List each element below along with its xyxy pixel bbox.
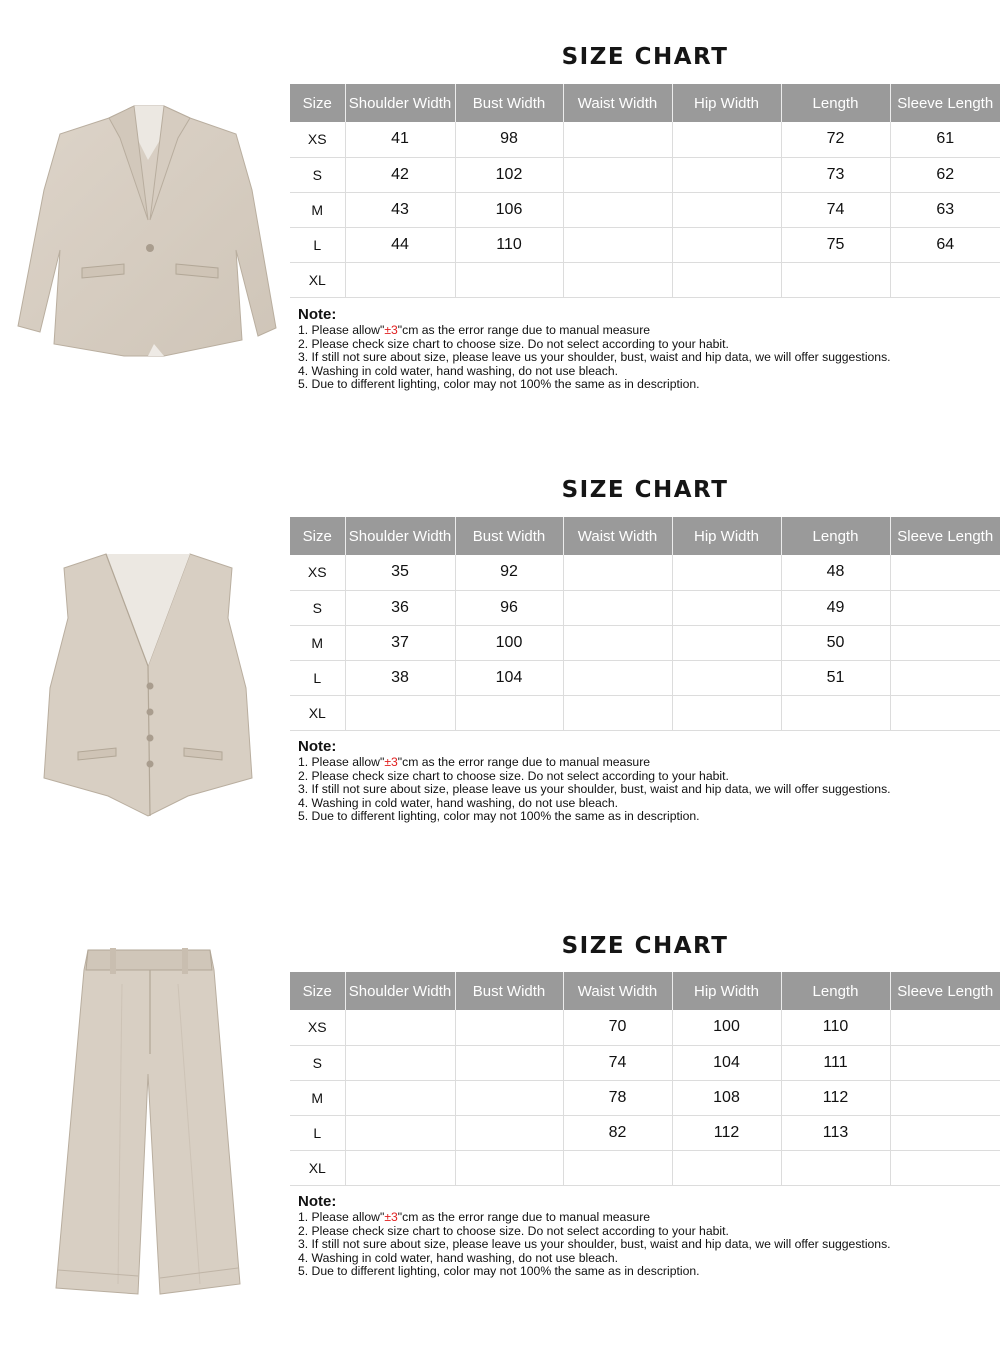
size-chart-title: SIZE CHART xyxy=(561,44,729,70)
note-text: "cm as the error range due to manual measure xyxy=(397,323,651,337)
cell-waist: 74 xyxy=(563,1045,672,1080)
cell-shoulder xyxy=(345,1080,455,1115)
cell-sleeve xyxy=(890,1115,1000,1150)
cell-hip xyxy=(672,157,781,192)
cell-hip: 100 xyxy=(672,1010,781,1045)
cell-hip xyxy=(672,590,781,625)
cell-hip: 104 xyxy=(672,1045,781,1080)
cell-bust xyxy=(455,695,563,730)
header-shoulder-width: Shoulder Width xyxy=(345,972,455,1010)
cell-bust: 104 xyxy=(455,660,563,695)
header-length: Length xyxy=(781,972,890,1010)
blazer-image xyxy=(14,100,284,362)
table-row xyxy=(290,192,1000,227)
cell-shoulder: 37 xyxy=(345,625,455,660)
cell-size: L xyxy=(290,660,345,695)
cell-hip xyxy=(672,122,781,157)
cell-bust: 100 xyxy=(455,625,563,660)
note-line: 5. Due to different lighting, color may not 100% the same as in description. xyxy=(298,1264,700,1279)
note-line: 3. If still not sure about size, please leave us your shoulder, bust, waist and hip data, we will offer suggestions. xyxy=(298,350,891,365)
cell-length xyxy=(781,262,890,297)
cell-size: M xyxy=(290,625,345,660)
note-title: Note: xyxy=(298,306,337,323)
cell-size: XS xyxy=(290,122,345,157)
cell-length: 49 xyxy=(781,590,890,625)
size-chart-title: SIZE CHART xyxy=(561,477,729,503)
cell-bust: 98 xyxy=(455,122,563,157)
cell-length: 111 xyxy=(781,1045,890,1080)
table-row xyxy=(290,227,1000,262)
cell-size: XS xyxy=(290,555,345,590)
note-line: 3. If still not sure about size, please leave us your shoulder, bust, waist and hip data, we will offer suggestions. xyxy=(298,782,891,797)
cell-bust xyxy=(455,1010,563,1045)
cell-hip xyxy=(672,262,781,297)
cell-hip xyxy=(672,660,781,695)
header-length: Length xyxy=(781,84,890,122)
vest-image xyxy=(38,548,258,818)
cell-bust xyxy=(455,262,563,297)
table-header-row xyxy=(290,517,1000,555)
notes-block xyxy=(298,1193,998,1279)
cell-bust: 96 xyxy=(455,590,563,625)
note-text: "cm as the error range due to manual measure xyxy=(397,1210,651,1224)
cell-shoulder xyxy=(345,1150,455,1185)
cell-shoulder: 42 xyxy=(345,157,455,192)
table-row xyxy=(290,660,1000,695)
note-text: 1. Please allow" xyxy=(298,323,385,337)
cell-shoulder: 44 xyxy=(345,227,455,262)
note-line: 4. Washing in cold water, hand washing, do not use bleach. xyxy=(298,1250,619,1265)
size-table xyxy=(290,517,1000,731)
table-row xyxy=(290,625,1000,660)
cell-waist xyxy=(563,262,672,297)
header-sleeve-length: Sleeve Length xyxy=(890,972,1000,1010)
note-highlight: ±3 xyxy=(384,755,398,769)
note-line: 2. Please check size chart to choose size. Do not select according to your habit. xyxy=(298,336,729,351)
cell-bust: 106 xyxy=(455,192,563,227)
cell-waist xyxy=(563,555,672,590)
size-table xyxy=(290,84,1000,298)
table-row xyxy=(290,1045,1000,1080)
cell-waist xyxy=(563,625,672,660)
note-line: 4. Washing in cold water, hand washing, do not use bleach. xyxy=(298,363,619,378)
note-line xyxy=(298,756,998,770)
table-row xyxy=(290,122,1000,157)
cell-length: 110 xyxy=(781,1010,890,1045)
cell-bust xyxy=(455,1150,563,1185)
table-header-row xyxy=(290,972,1000,1010)
cell-waist xyxy=(563,122,672,157)
table-row xyxy=(290,1115,1000,1150)
cell-bust: 102 xyxy=(455,157,563,192)
cell-bust xyxy=(455,1080,563,1115)
cell-length: 75 xyxy=(781,227,890,262)
table-row xyxy=(290,695,1000,730)
header-hip-width: Hip Width xyxy=(672,517,781,555)
header-shoulder-width: Shoulder Width xyxy=(345,84,455,122)
note-text: "cm as the error range due to manual measure xyxy=(397,755,651,769)
note-title: Note: xyxy=(298,738,337,755)
vest-size-section xyxy=(0,432,1000,862)
cell-length: 72 xyxy=(781,122,890,157)
cell-waist xyxy=(563,1150,672,1185)
cell-hip xyxy=(672,192,781,227)
size-chart-title: SIZE CHART xyxy=(561,933,729,959)
header-waist-width: Waist Width xyxy=(563,84,672,122)
cell-waist: 82 xyxy=(563,1115,672,1150)
header-waist-width: Waist Width xyxy=(563,517,672,555)
table-row xyxy=(290,157,1000,192)
cell-length: 73 xyxy=(781,157,890,192)
notes-block xyxy=(298,738,998,824)
note-line: 2. Please check size chart to choose size. Do not select according to your habit. xyxy=(298,768,729,783)
cell-waist xyxy=(563,157,672,192)
header-size: Size xyxy=(290,517,345,555)
cell-length: 51 xyxy=(781,660,890,695)
cell-sleeve: 62 xyxy=(890,157,1000,192)
cell-sleeve xyxy=(890,1150,1000,1185)
cell-shoulder xyxy=(345,1045,455,1080)
cell-waist xyxy=(563,227,672,262)
note-highlight: ±3 xyxy=(384,1210,398,1224)
cell-hip: 108 xyxy=(672,1080,781,1115)
header-bust-width: Bust Width xyxy=(455,972,563,1010)
cell-size: XS xyxy=(290,1010,345,1045)
notes-block xyxy=(298,306,998,392)
cell-size: S xyxy=(290,590,345,625)
cell-length: 74 xyxy=(781,192,890,227)
table-row xyxy=(290,1010,1000,1045)
header-sleeve-length: Sleeve Length xyxy=(890,517,1000,555)
cell-size: L xyxy=(290,227,345,262)
cell-length xyxy=(781,1150,890,1185)
cell-size: S xyxy=(290,157,345,192)
cell-hip xyxy=(672,695,781,730)
trousers-size-section xyxy=(0,888,1000,1362)
note-line xyxy=(298,324,998,338)
cell-shoulder: 36 xyxy=(345,590,455,625)
cell-size: S xyxy=(290,1045,345,1080)
cell-size: L xyxy=(290,1115,345,1150)
cell-sleeve xyxy=(890,695,1000,730)
cell-sleeve: 63 xyxy=(890,192,1000,227)
note-text: 1. Please allow" xyxy=(298,1210,385,1224)
cell-sleeve xyxy=(890,262,1000,297)
cell-size: XL xyxy=(290,1150,345,1185)
cell-size: XL xyxy=(290,262,345,297)
cell-bust: 92 xyxy=(455,555,563,590)
note-line: 5. Due to different lighting, color may not 100% the same as in description. xyxy=(298,377,700,392)
note-line: 3. If still not sure about size, please leave us your shoulder, bust, waist and hip data, we will offer suggestions. xyxy=(298,1237,891,1252)
cell-length: 112 xyxy=(781,1080,890,1115)
cell-hip xyxy=(672,227,781,262)
cell-size: M xyxy=(290,192,345,227)
trousers-image xyxy=(50,944,246,1300)
cell-hip xyxy=(672,1150,781,1185)
header-hip-width: Hip Width xyxy=(672,972,781,1010)
note-line xyxy=(298,1211,998,1225)
cell-sleeve: 61 xyxy=(890,122,1000,157)
cell-shoulder: 43 xyxy=(345,192,455,227)
table-row xyxy=(290,590,1000,625)
cell-shoulder: 38 xyxy=(345,660,455,695)
cell-shoulder xyxy=(345,695,455,730)
cell-sleeve xyxy=(890,660,1000,695)
cell-waist xyxy=(563,695,672,730)
header-bust-width: Bust Width xyxy=(455,84,563,122)
cell-sleeve xyxy=(890,1045,1000,1080)
header-length: Length xyxy=(781,517,890,555)
cell-length: 113 xyxy=(781,1115,890,1150)
cell-bust xyxy=(455,1115,563,1150)
cell-hip xyxy=(672,625,781,660)
header-shoulder-width: Shoulder Width xyxy=(345,517,455,555)
cell-sleeve xyxy=(890,555,1000,590)
cell-sleeve: 64 xyxy=(890,227,1000,262)
note-highlight: ±3 xyxy=(384,323,398,337)
cell-shoulder: 35 xyxy=(345,555,455,590)
cell-shoulder xyxy=(345,1010,455,1045)
note-line: 2. Please check size chart to choose size. Do not select according to your habit. xyxy=(298,1223,729,1238)
size-table xyxy=(290,972,1000,1186)
header-size: Size xyxy=(290,84,345,122)
cell-sleeve xyxy=(890,1010,1000,1045)
table-row xyxy=(290,1150,1000,1185)
cell-bust: 110 xyxy=(455,227,563,262)
cell-waist: 70 xyxy=(563,1010,672,1045)
cell-bust xyxy=(455,1045,563,1080)
header-size: Size xyxy=(290,972,345,1010)
note-line: 5. Due to different lighting, color may not 100% the same as in description. xyxy=(298,809,700,824)
cell-sleeve xyxy=(890,625,1000,660)
cell-waist: 78 xyxy=(563,1080,672,1115)
header-waist-width: Waist Width xyxy=(563,972,672,1010)
cell-sleeve xyxy=(890,1080,1000,1115)
cell-shoulder: 41 xyxy=(345,122,455,157)
cell-sleeve xyxy=(890,590,1000,625)
cell-length xyxy=(781,695,890,730)
cell-length: 50 xyxy=(781,625,890,660)
header-bust-width: Bust Width xyxy=(455,517,563,555)
cell-hip: 112 xyxy=(672,1115,781,1150)
header-sleeve-length: Sleeve Length xyxy=(890,84,1000,122)
cell-hip xyxy=(672,555,781,590)
cell-shoulder xyxy=(345,1115,455,1150)
cell-waist xyxy=(563,660,672,695)
table-row xyxy=(290,262,1000,297)
cell-shoulder xyxy=(345,262,455,297)
cell-size: M xyxy=(290,1080,345,1115)
cell-waist xyxy=(563,590,672,625)
header-hip-width: Hip Width xyxy=(672,84,781,122)
table-row xyxy=(290,1080,1000,1115)
table-row xyxy=(290,555,1000,590)
note-title: Note: xyxy=(298,1193,337,1210)
cell-size: XL xyxy=(290,695,345,730)
cell-length: 48 xyxy=(781,555,890,590)
cell-waist xyxy=(563,192,672,227)
note-text: 1. Please allow" xyxy=(298,755,385,769)
blazer-size-section xyxy=(0,0,1000,430)
note-line: 4. Washing in cold water, hand washing, do not use bleach. xyxy=(298,795,619,810)
table-header-row xyxy=(290,84,1000,122)
